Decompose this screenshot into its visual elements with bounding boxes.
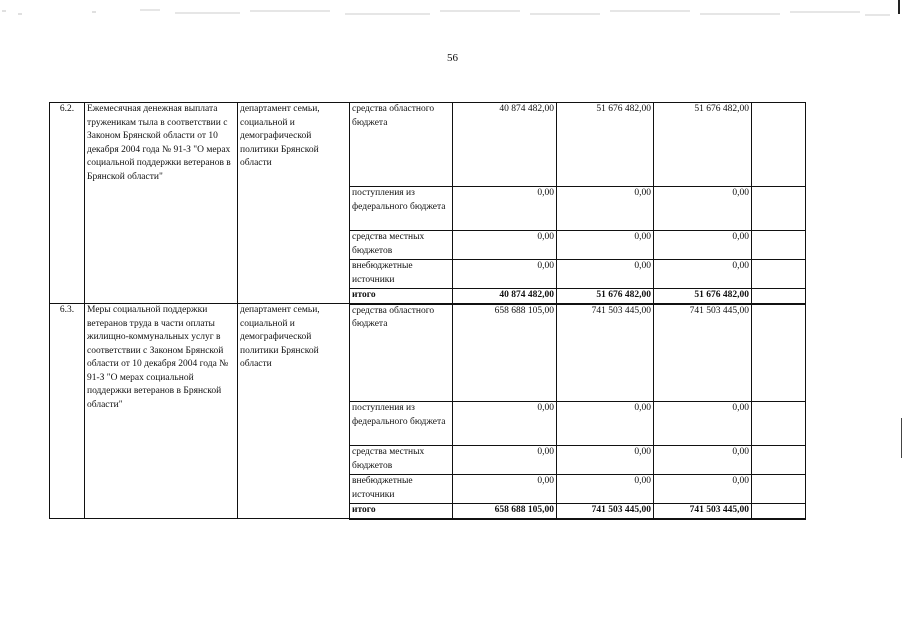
funding-source: внебюджетные источники xyxy=(350,260,453,289)
amount-cell: 0,00 xyxy=(654,260,752,289)
table-row xyxy=(50,103,806,187)
amount-cell: 0,00 xyxy=(557,231,654,260)
total-label: итого xyxy=(350,504,453,519)
section-executor: департамент семьи, социальной и демографической политики Брянской области xyxy=(238,103,350,304)
amount-cell: 0,00 xyxy=(654,475,752,504)
funding-source: поступления из федерального бюджета xyxy=(350,402,453,446)
funding-source: средства областного бюджета xyxy=(350,304,453,402)
empty-cell xyxy=(752,504,806,519)
scan-edge-mark xyxy=(898,0,900,14)
amount-cell: 741 503 445,00 xyxy=(557,304,654,402)
amount-cell: 51 676 482,00 xyxy=(557,103,654,187)
empty-cell xyxy=(752,187,806,231)
budget-table xyxy=(49,102,806,520)
total-amount: 51 676 482,00 xyxy=(557,289,654,304)
amount-cell: 0,00 xyxy=(453,402,557,446)
amount-cell: 0,00 xyxy=(453,187,557,231)
funding-source: средства местных бюджетов xyxy=(350,231,453,260)
amount-cell: 0,00 xyxy=(654,402,752,446)
amount-cell: 0,00 xyxy=(557,260,654,289)
amount-cell: 0,00 xyxy=(557,446,654,475)
amount-cell: 0,00 xyxy=(453,260,557,289)
total-amount: 51 676 482,00 xyxy=(654,289,752,304)
amount-cell: 658 688 105,00 xyxy=(453,304,557,402)
funding-source: средства областного бюджета xyxy=(350,103,453,187)
section-title: Меры социальной поддержки ветеранов труда в части оплаты жилищно-коммунальных услуг в соответствии с Законом Брянской области от 10 декабря 2004 года № 91-З "О мерах социальной поддержки ветеранов в Брянской области" xyxy=(85,304,238,519)
total-amount: 40 874 482,00 xyxy=(453,289,557,304)
empty-cell xyxy=(752,475,806,504)
scan-edge-mark xyxy=(901,418,902,458)
amount-cell: 0,00 xyxy=(453,446,557,475)
funding-source: поступления из федерального бюджета xyxy=(350,187,453,231)
empty-cell xyxy=(752,402,806,446)
section-index: 6.3. xyxy=(50,304,85,519)
empty-cell xyxy=(752,231,806,260)
scan-noise-strip xyxy=(0,6,905,20)
amount-cell: 0,00 xyxy=(557,402,654,446)
empty-cell xyxy=(752,446,806,475)
amount-cell: 40 874 482,00 xyxy=(453,103,557,187)
page-number: 56 xyxy=(447,52,458,64)
table-row xyxy=(50,304,806,402)
amount-cell: 741 503 445,00 xyxy=(654,304,752,402)
total-amount: 741 503 445,00 xyxy=(557,504,654,519)
amount-cell: 0,00 xyxy=(654,446,752,475)
amount-cell: 0,00 xyxy=(453,231,557,260)
amount-cell: 0,00 xyxy=(453,475,557,504)
amount-cell: 0,00 xyxy=(557,475,654,504)
section-title: Ежемесячная денежная выплата труженикам тыла в соответствии с Законом Брянской области от 10 декабря 2004 года № 91-З "О мерах социальной поддержки ветеранов в Брянской области" xyxy=(85,103,238,304)
section-index: 6.2. xyxy=(50,103,85,304)
funding-source: внебюджетные источники xyxy=(350,475,453,504)
total-amount: 741 503 445,00 xyxy=(654,504,752,519)
total-label: итого xyxy=(350,289,453,304)
amount-cell: 0,00 xyxy=(557,187,654,231)
empty-cell xyxy=(752,260,806,289)
section-executor: департамент семьи, социальной и демографической политики Брянской области xyxy=(238,304,350,519)
amount-cell: 0,00 xyxy=(654,231,752,260)
amount-cell: 0,00 xyxy=(654,187,752,231)
funding-source: средства местных бюджетов xyxy=(350,446,453,475)
amount-cell: 51 676 482,00 xyxy=(654,103,752,187)
total-amount: 658 688 105,00 xyxy=(453,504,557,519)
empty-cell xyxy=(752,304,806,402)
empty-cell xyxy=(752,289,806,304)
empty-cell xyxy=(752,103,806,187)
